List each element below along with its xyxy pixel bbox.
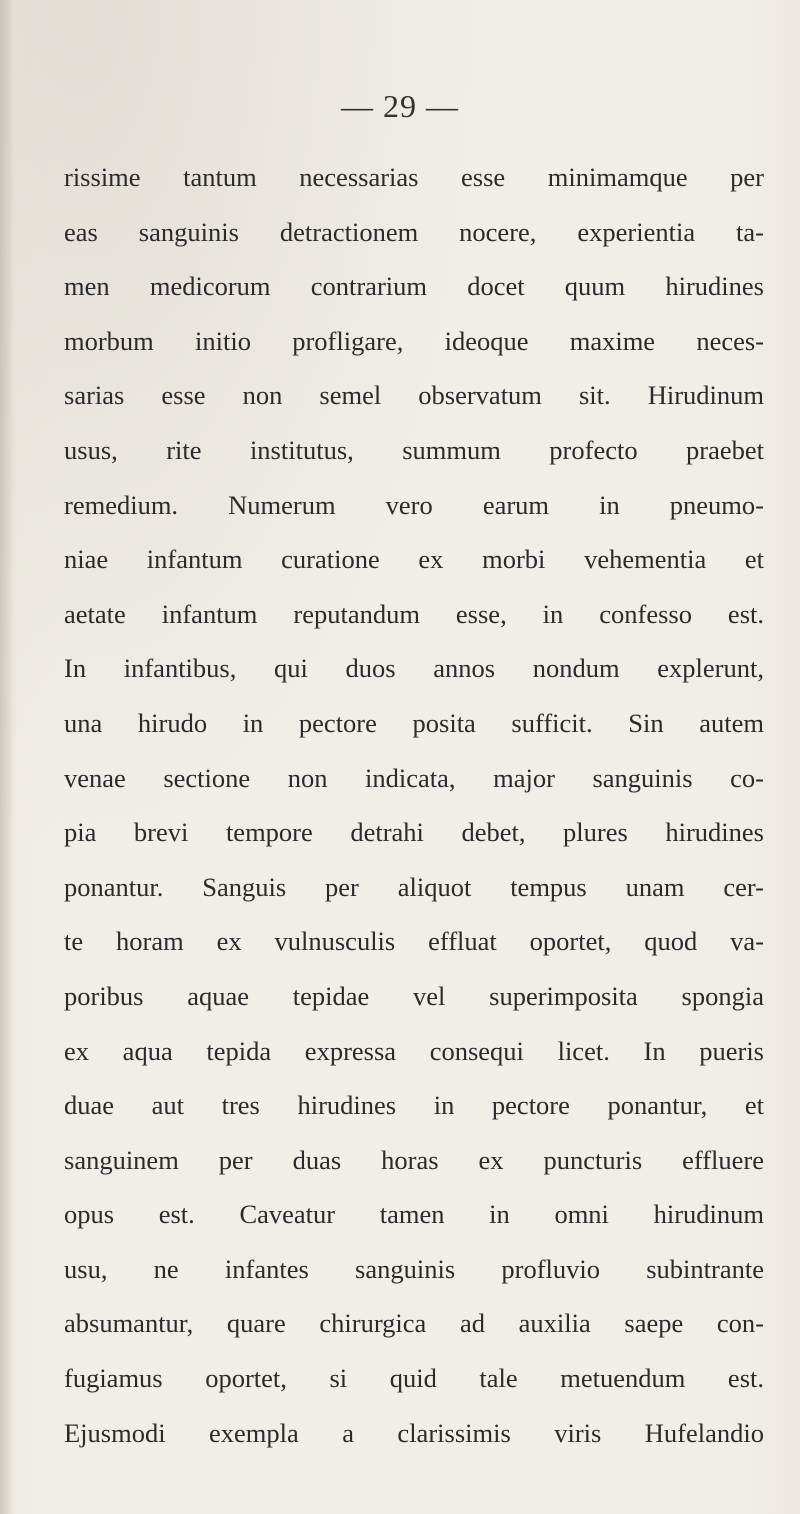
- text-line: usus, rite institutus, summum profecto praebet: [64, 434, 764, 465]
- text-line: opus est. Caveatur tamen in omni hirudinum: [64, 1199, 764, 1230]
- text-line: fugiamus oportet, si quid tale metuendum est.: [64, 1363, 764, 1394]
- text-line: sanguinem per duas horas ex puncturis effluere: [64, 1144, 764, 1175]
- text-line: una hirudo in pectore posita sufficit. Sin autem: [64, 707, 764, 738]
- text-line: rissime tantum necessarias esse minimamque per: [64, 162, 764, 192]
- text-line: venae sectione non indicata, major sanguinis co-: [64, 762, 764, 793]
- text-line: In infantibus, qui duos annos nondum explerunt,: [64, 653, 764, 684]
- text-line: men medicorum contrarium docet quum hirudines: [64, 271, 764, 302]
- text-line: pia brevi tempore detrahi debet, plures hirudines: [64, 817, 764, 848]
- text-line: aetate infantum reputandum esse, in confesso est.: [64, 598, 764, 629]
- text-line: sarias esse non semel observatum sit. Hirudinum: [64, 380, 764, 411]
- text-line: Ejusmodi exempla a clarissimis viris Hufelandio: [64, 1417, 764, 1448]
- text-line: usu, ne infantes sanguinis profluvio subintrante: [64, 1253, 764, 1284]
- text-line: duae aut tres hirudines in pectore ponantur, et: [64, 1090, 764, 1121]
- text-line: poribus aquae tepidae vel superimposita spongia: [64, 980, 764, 1011]
- text-line: niae infantum curatione ex morbi vehementia et: [64, 544, 764, 575]
- page-edge-shadow: [0, 0, 14, 1514]
- text-line: te horam ex vulnusculis effluat oportet, quod va-: [64, 926, 764, 957]
- text-line: remedium. Numerum vero earum in pneumo-: [64, 489, 764, 520]
- page-number: — 29 —: [341, 88, 459, 124]
- text-line: eas sanguinis detractionem nocere, experientia ta-: [64, 216, 764, 247]
- text-line: morbum initio profligare, ideoque maxime neces-: [64, 325, 764, 356]
- text-line: absumantur, quare chirurgica ad auxilia saepe con-: [64, 1308, 764, 1339]
- text-line: ex aqua tepida expressa consequi licet. In pueris: [64, 1035, 764, 1066]
- text-line: ponantur. Sanguis per aliquot tempus unam cer-: [64, 871, 764, 902]
- body-text: [64, 150, 764, 1460]
